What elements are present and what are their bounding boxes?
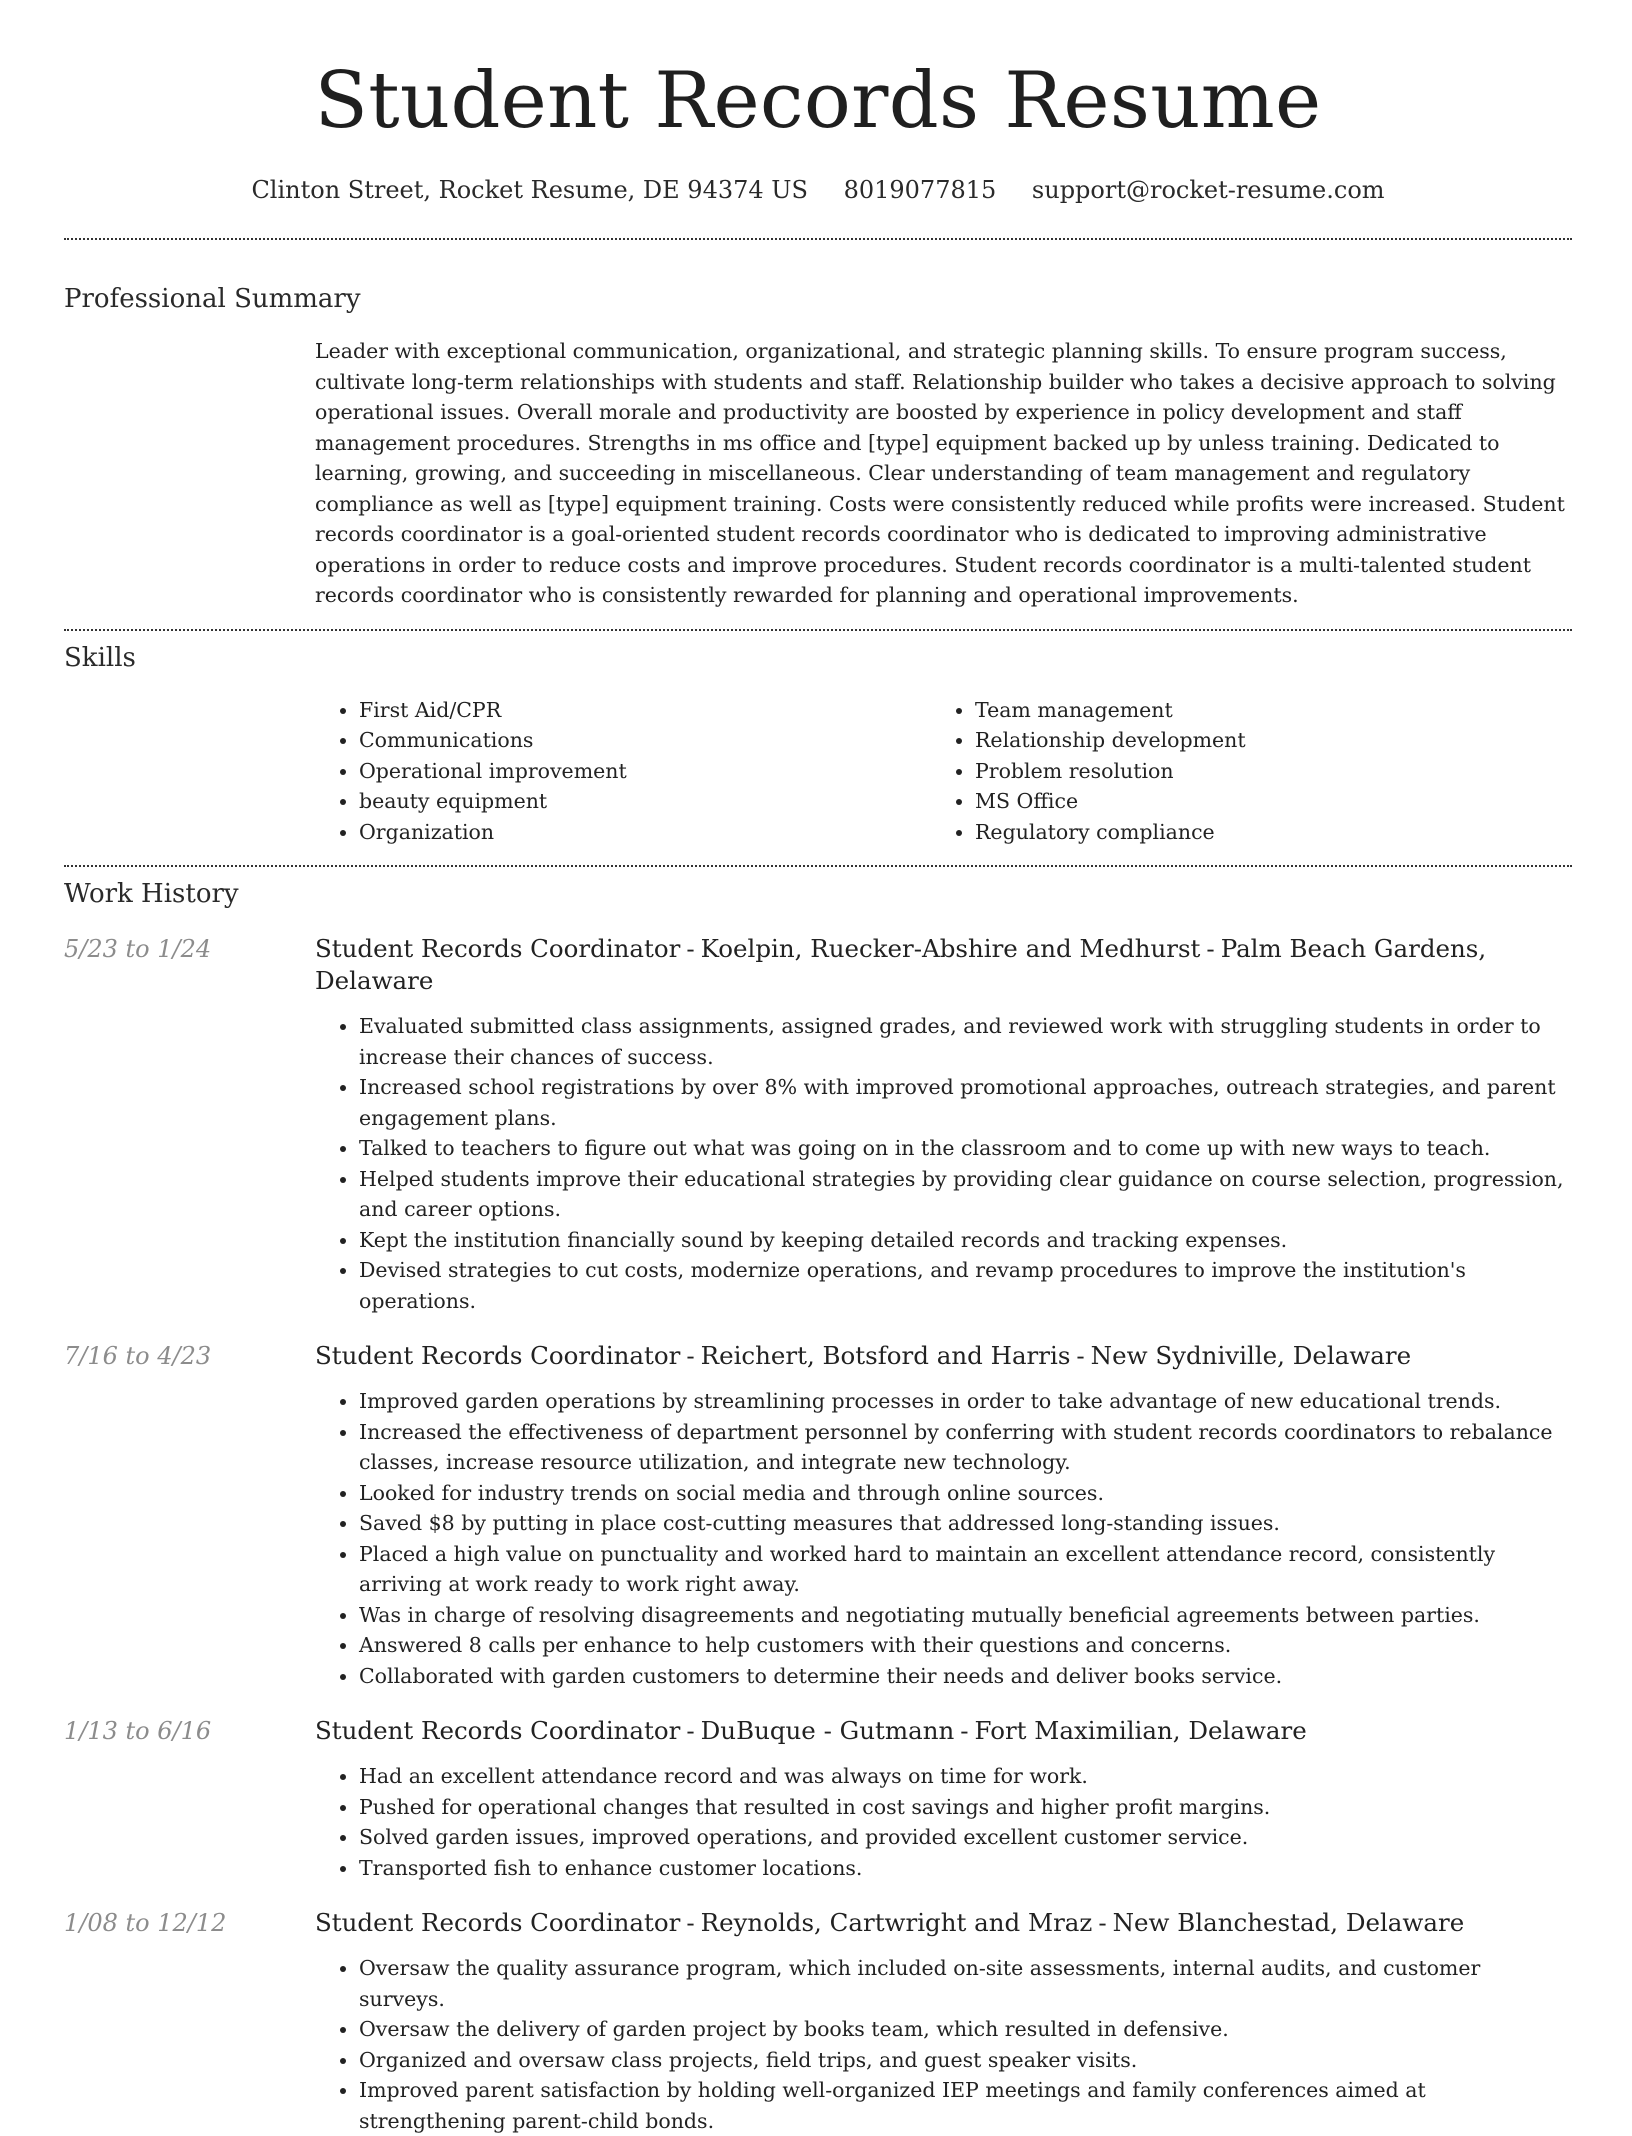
job-separator: - <box>960 1716 969 1745</box>
job-bullet: • Had an excellent attendance record and was always on time for work. <box>359 1761 1572 1792</box>
job-bullet: • Increased the effectiveness of department personnel by conferring with student records coordinators to rebalance classes, increase resource utilization, and integrate new technology. <box>359 1417 1572 1478</box>
skill-item: • Team management <box>975 695 1547 726</box>
job-location: Fort Maximilian, Delaware <box>974 1716 1307 1745</box>
job-bullet: • Collaborated with garden customers to determine their needs and deliver books service. <box>359 1661 1572 1692</box>
divider <box>64 629 1572 631</box>
job-company: Reichert, Botsford and Harris <box>700 1341 1071 1370</box>
job-entry <box>64 1340 1572 1691</box>
job-title <box>315 1715 1572 1747</box>
job-separator: - <box>686 1341 695 1370</box>
job-bullet: • Organized and oversaw class projects, field trips, and guest speaker visits. <box>359 2045 1572 2076</box>
job-bullet: • Oversaw the quality assurance program, which included on-site assessments, internal audits, and customer surveys. <box>359 1953 1572 2014</box>
job-bullet: • Saved $8 by putting in place cost-cutting measures that addressed long-standing issues. <box>359 1508 1572 1539</box>
job-bullet: • Evaluated submitted class assignments, assigned grades, and reviewed work with struggling students in order to increase their chances of success. <box>359 1011 1572 1072</box>
job-dates: 1/13 to 6/16 <box>64 1717 212 1745</box>
skill-item: • Communications <box>359 725 931 756</box>
work-history-heading: Work History <box>64 879 239 909</box>
contact-line <box>64 176 1572 204</box>
job-bullet: • Placed a high value on punctuality and worked hard to maintain an excellent attendance record, consistently arriving at work ready to work right away. <box>359 1539 1572 1600</box>
job-details <box>315 1715 1572 1883</box>
job-entry <box>64 1907 1572 2136</box>
job-bullet: • Oversaw the delivery of garden project by books team, which resulted in defensive. <box>359 2014 1572 2045</box>
job-company: Reynolds, Cartwright and Mraz <box>700 1908 1093 1937</box>
contact-phone: 8019077815 <box>843 176 997 204</box>
job-entry <box>64 1715 1572 1883</box>
job-role: Student Records Coordinator <box>315 1908 681 1937</box>
job-bullet: • Increased school registrations by over 8% with improved promotional approaches, outreach strategies, and parent engagement plans. <box>359 1072 1572 1133</box>
job-company: Koelpin, Ruecker-Abshire and Medhurst <box>700 934 1201 963</box>
skills-heading: Skills <box>64 642 136 673</box>
job-separator: - <box>1098 1908 1107 1937</box>
job-separator: - <box>1206 934 1215 963</box>
job-bullets <box>315 1011 1572 1316</box>
skill-item: • MS Office <box>975 786 1547 817</box>
contact-address: Clinton Street, Rocket Resume, DE 94374 US <box>251 176 808 204</box>
job-title <box>315 933 1572 997</box>
job-separator: - <box>686 1716 695 1745</box>
skills-list <box>315 695 1572 848</box>
skill-item: • Regulatory compliance <box>975 817 1547 848</box>
job-location: Palm Beach Gardens, Delaware <box>315 934 1487 995</box>
summary-text: Leader with exceptional communication, organizational, and strategic planning skills. To ensure program success, cultivate long-term relationships with students and staff. Relationship builder who takes a decisive approach to solving operational issues. Overall morale and productivity are boosted by experience in policy development and staff management procedures. Strengths in ms office and [type] equipment backed up by unless training. Dedicated to learning, growing, and succeeding in miscellaneous. Clear understanding of team management and regulatory compliance as well as [type] equipment training. Costs were consistently reduced while profits were increased. Student records coordinator is a goal-oriented student records coordinator who is dedicated to improving administrative operations in order to reduce costs and improve procedures. Student records coordinator is a multi-talented student records coordinator who is consistently rewarded for planning and operational improvements. <box>315 339 1565 607</box>
skill-item: • Operational improvement <box>359 756 931 787</box>
job-role: Student Records Coordinator <box>315 1341 681 1370</box>
job-bullet: • Looked for industry trends on social media and through online sources. <box>359 1478 1572 1509</box>
job-entry <box>64 933 1572 1316</box>
job-dates: 1/08 to 12/12 <box>64 1909 227 1937</box>
job-bullet: • Talked to teachers to figure out what was going on in the classroom and to come up with new ways to teach. <box>359 1133 1572 1164</box>
job-dates: 7/16 to 4/23 <box>64 1342 212 1370</box>
job-bullets <box>315 1386 1572 1691</box>
job-title <box>315 1340 1572 1372</box>
divider <box>64 238 1572 240</box>
skill-item: • beauty equipment <box>359 786 931 817</box>
job-title <box>315 1907 1572 1939</box>
skills-column-right <box>931 695 1547 848</box>
job-bullet: • Was in charge of resolving disagreements and negotiating mutually beneficial agreements between parties. <box>359 1600 1572 1631</box>
skill-item: • Problem resolution <box>975 756 1547 787</box>
contact-email: support@rocket-resume.com <box>1031 176 1385 204</box>
job-bullets <box>315 1761 1572 1883</box>
skill-item: • Organization <box>359 817 931 848</box>
job-bullet: • Pushed for operational changes that resulted in cost savings and higher profit margins. <box>359 1792 1572 1823</box>
job-separator: - <box>686 934 695 963</box>
job-dates: 5/23 to 1/24 <box>64 935 212 963</box>
page-title: Student Records Resume <box>314 56 1322 146</box>
job-bullet: • Helped students improve their educational strategies by providing clear guidance on course selection, progression, and career options. <box>359 1164 1572 1225</box>
job-bullet: • Improved parent satisfaction by holding well-organized IEP meetings and family conferences aimed at strengthening parent-child bonds. <box>359 2075 1572 2136</box>
job-separator: - <box>1076 1341 1085 1370</box>
job-role: Student Records Coordinator <box>315 934 681 963</box>
job-bullet: • Kept the institution financially sound by keeping detailed records and tracking expenses. <box>359 1225 1572 1256</box>
job-location: New Blanchestad, Delaware <box>1112 1908 1465 1937</box>
job-separator: - <box>686 1908 695 1937</box>
resume-page <box>64 0 1572 2136</box>
divider <box>64 865 1572 867</box>
skill-item: • Relationship development <box>975 725 1547 756</box>
summary-heading: Professional Summary <box>64 284 361 314</box>
job-details <box>315 1340 1572 1691</box>
job-bullets <box>315 1953 1572 2136</box>
job-bullet: • Answered 8 calls per enhance to help customers with their questions and concerns. <box>359 1630 1572 1661</box>
job-details <box>315 933 1572 1316</box>
job-bullet: • Devised strategies to cut costs, modernize operations, and revamp procedures to improve the institution's operations. <box>359 1255 1572 1316</box>
skills-column-left <box>315 695 931 848</box>
job-role: Student Records Coordinator <box>315 1716 681 1745</box>
job-location: New Sydniville, Delaware <box>1090 1341 1412 1370</box>
job-details <box>315 1907 1572 2136</box>
job-bullet: • Solved garden issues, improved operations, and provided excellent customer service. <box>359 1822 1572 1853</box>
job-bullet: • Improved garden operations by streamlining processes in order to take advantage of new educational trends. <box>359 1386 1572 1417</box>
job-company: DuBuque - Gutmann <box>700 1716 955 1745</box>
skill-item: • First Aid/CPR <box>359 695 931 726</box>
job-bullet: • Transported fish to enhance customer locations. <box>359 1853 1572 1884</box>
